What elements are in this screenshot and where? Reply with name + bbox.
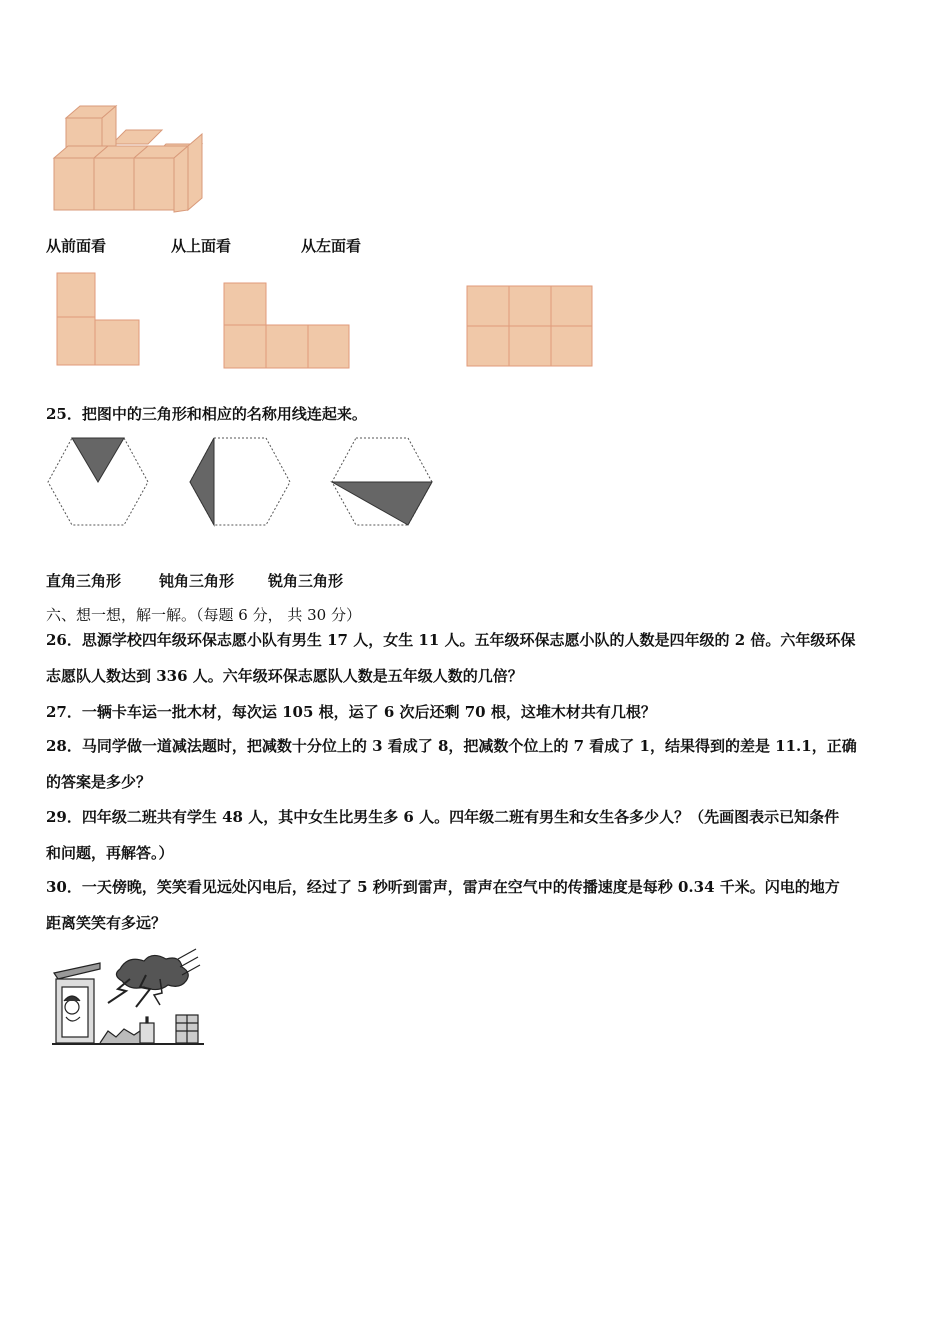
question-29 [46, 807, 908, 879]
cube-arrangement-figure [50, 100, 210, 220]
lightning-illustration [50, 945, 210, 1055]
view-label-top: 从上面看 [171, 237, 232, 255]
section-6-heading: 六、想一想，解一解。（每题 6 分， 共 30 分） [46, 606, 361, 624]
triangle-name-obtuse: 钝角三角形 [159, 572, 235, 590]
q27-line-1: 27．一辆卡车运一批木材，每次运 105 根，运了 6 次后还剩 70 根，这堆木材共有几根？ [46, 703, 656, 721]
q30-line-2: 距离笑笑有多远？ [46, 914, 167, 932]
q29-line-1: 29．四年级二班共有学生 48 人，其中女生比男生多 6 人。四年级二班有男生和女生各多少人？（先画图表示已知条件 [46, 808, 840, 826]
view-label-front: 从前面看 [46, 237, 107, 255]
triangle-name-acute: 锐角三角形 [268, 572, 344, 590]
q26-line-2: 志愿队人数达到 336 人。六年级环保志愿队人数是五年级人数的几倍？ [46, 667, 523, 685]
q30-line-1: 30．一天傍晚，笑笑看见远处闪电后，经过了 5 秒听到雷声，雷声在空气中的传播速度是每秒 0.34 千米。闪电的地方 [46, 878, 840, 896]
question-26 [46, 630, 908, 702]
hexagon-triangle-2 [188, 436, 292, 528]
view-shape-b [223, 282, 353, 372]
q26-line-1: 26．思源学校四年级环保志愿小队有男生 17 人，女生 11 人。五年级环保志愿小队的人数是四年级的 2 倍。六年级环保 [46, 631, 856, 649]
view-label-left: 从左面看 [301, 237, 362, 255]
question-28 [46, 736, 908, 808]
q28-line-2: 的答案是多少？ [46, 773, 152, 791]
q29-line-2: 和问题，再解答。） [46, 844, 174, 862]
hexagon-triangle-1 [46, 436, 150, 528]
q28-line-1: 28．马同学做一道减法题时，把减数十分位上的 3 看成了 8，把减数个位上的 7 看成了 1，结果得到的差是 11.1，正确 [46, 737, 857, 755]
view-shape-c [466, 285, 596, 370]
triangle-name-right: 直角三角形 [46, 572, 122, 590]
view-shape-a [56, 272, 146, 372]
q25-prompt: 25．把图中的三角形和相应的名称用线连起来。 [46, 405, 367, 423]
question-30 [46, 877, 908, 949]
question-27 [46, 702, 908, 738]
hexagon-triangle-3 [330, 436, 434, 528]
